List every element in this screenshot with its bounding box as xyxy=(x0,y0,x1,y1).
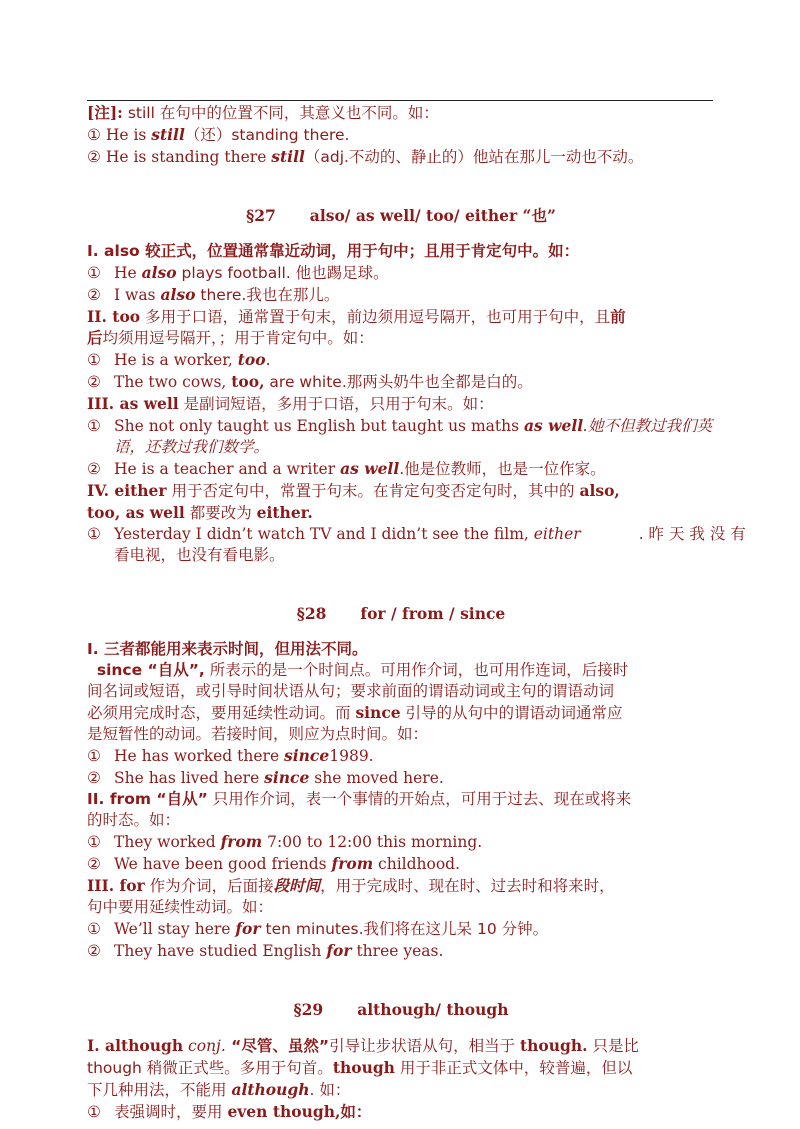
list-item: ① They worked from 7:00 to 12:00 this morning. xyxy=(87,832,483,851)
too-rule: II. too 多用于口语，通常置于句末，前边须用逗号隔开，也可用于句中，且前 xyxy=(87,307,626,326)
since-para-4: 是短暂性的动词。若接时间，则应为点时间。如： xyxy=(87,725,429,743)
since-para-2: 间名词或短语，或引导时间状语从句；要求前面的谓语动词或主句的谓语动词 xyxy=(87,682,615,700)
section-29-heading xyxy=(87,999,715,1020)
section-number: §27 xyxy=(246,205,276,225)
section-28-heading xyxy=(87,603,715,624)
list-item-cont: 看电视，也没有看电影。 xyxy=(114,546,285,564)
list-item-cont: 语，还教过我们数学。 xyxy=(114,438,270,456)
list-item: ② He is a teacher and a writer as well.他是位教师，也是一位作家。 xyxy=(87,459,606,478)
list-item: ① 表强调时，要用 even though,如： xyxy=(87,1102,372,1121)
for-rule-cont: 句中要用延续性动词。如： xyxy=(87,898,274,916)
also-rule: I. also 较正式，位置通常靠近动词，用于句中；且用于肯定句中。如： xyxy=(87,242,580,260)
although-rule-2: though 稍微正式些。多用于句首。though 用于非正式文体中，较普遍，但以 xyxy=(87,1058,633,1077)
from-rule: II. from “自从” 只用作介词，表一个事情的开始点，可用于过去、现在或将来 xyxy=(87,790,632,808)
list-item: ① We’ll stay here for ten minutes.我们将在这儿呆 10 分钟。 xyxy=(87,919,549,938)
since-para-3: 必须用完成时态，要用延续性动词。而 since 引导的从句中的谓语动词通常应 xyxy=(87,703,623,722)
list-item: ② We have been good friends from childhood. xyxy=(87,854,461,873)
list-item: ① Yesterday I didn’t watch TV and I didn’t see the film, either . 昨 天 我 没 有 xyxy=(87,525,746,543)
section-number: §28 xyxy=(296,603,327,623)
list-item: ② The two cows, too, are white.那两头奶牛也全都是白的。 xyxy=(87,372,533,391)
list-item: ② She has lived here since she moved here. xyxy=(87,768,444,787)
section-title: although/ though xyxy=(357,999,509,1019)
document-page xyxy=(87,102,746,1123)
note-line xyxy=(87,102,715,124)
section-title: for / from / since xyxy=(360,603,506,623)
although-rule: I. although conj. “尽管、虽然”引导让步状语从句，相当于 though. 只是比 xyxy=(87,1036,639,1055)
either-rule-cont: too, as well 都要改为 either. xyxy=(87,503,313,522)
list-item: ① He is a worker, too. xyxy=(87,350,271,369)
list-item: ① She not only taught us English but taught us maths as well.她不但教过我们英 xyxy=(87,416,713,435)
note-label: [注]: xyxy=(87,103,123,122)
either-rule: IV. either 用于否定句中，常置于句末。在肯定句变否定句时，其中的 also, xyxy=(87,481,620,500)
list-item: ② I was also there.我也在那儿。 xyxy=(87,285,340,304)
note-example-1: ① He is still（还）standing there. xyxy=(87,125,350,144)
usage-rule: I. 三者都能用来表示时间，但用法不同。 xyxy=(87,640,368,658)
section-title: also/ as well/ too/ either “也” xyxy=(309,205,556,225)
as-well-rule: III. as well 是副词短语，多用于口语，只用于句末。如： xyxy=(87,394,494,413)
list-item: ① He has worked there since1989. xyxy=(87,746,374,765)
although-rule-3: 下几种用法，不能用 although. 如： xyxy=(87,1080,351,1099)
list-item: ① He also plays football. 他也踢足球。 xyxy=(87,263,389,282)
list-item: ② They have studied English for three yeas. xyxy=(87,941,444,960)
section-number: §29 xyxy=(293,999,324,1019)
since-para: since “自从”, 所表示的是一个时间点。可用作介词，也可用作连词，后接时 xyxy=(96,661,629,679)
from-rule-cont: 的时态。如： xyxy=(87,811,181,829)
note-example-2: ② He is standing there still（adj.不动的、静止的）他站在那儿一动也不动。 xyxy=(87,147,644,166)
for-rule: III. for 作为介词，后面接段时间，用于完成时、现在时、过去时和将来时， xyxy=(87,876,615,895)
section-27-heading xyxy=(87,205,715,226)
note-text: still 在句中的位置不同，其意义也不同。如： xyxy=(127,104,439,122)
too-rule-cont: 后均须用逗号隔开，；用于肯定句中。如： xyxy=(87,329,374,347)
header-rule xyxy=(87,100,713,101)
